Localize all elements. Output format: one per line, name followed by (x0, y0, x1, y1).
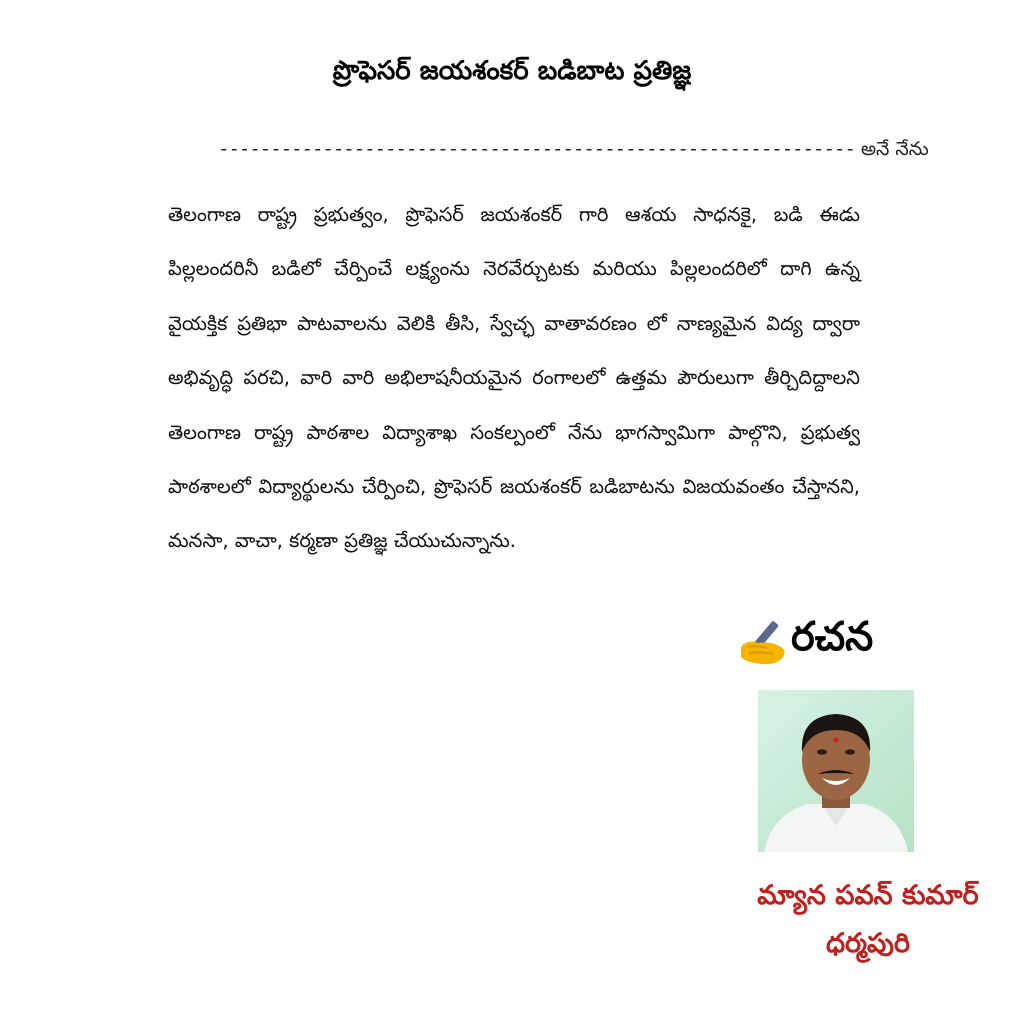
author-photo (758, 690, 914, 852)
pledge-title: ప్రొఫెసర్ జయశంకర్ బడిబాట ప్రతిజ్ఞ (332, 56, 692, 86)
name-line-suffix: అనే నేను (860, 138, 929, 160)
pledge-body: తెలంగాణ రాష్ట్ర ప్రభుత్వం, ప్రొఫెసర్ జయశంకర్ గారి ఆశయ సాధనకై, బడి ఈడు పిల్లలందరినీ బడిలో చేర్పించే లక్ష్యంను నెరవేర్చుటకు మరియు పిల్లలందరిలో దాగి ఉన్న వైయక్తిక ప్రతిభా పాటవాలను వెలికి తీసి, స్వేచ్ఛ వాతావరణం లో నాణ్యమైన విద్య ద్వారా అభివృద్ధి పరచి, వారి వారి అభిలాషనీయమైన రంగాలలో ఉత్తమ పౌరులుగా తీర్చిదిద్దాలని తెలంగాణ రాష్ట్ర పాఠశాల విద్యాశాఖ సంకల్పంలో నేను భాగస్వామిగా పాల్గొని, ప్రభుత్వ పాఠశాలలో విద్యార్థులను చేర్పించి, ప్రొఫెసర్ జయశంకర్ బడిబాటను విజయవంతం చేస్తానని, మనసా, వాచా, కర్మణా ప్రతిజ్ఞ చేయుచున్నాను. (168, 203, 860, 553)
name-blank-line (218, 138, 929, 165)
author-place: ధర్మపురి (825, 928, 911, 959)
name-blank: ------------------------------------------------------------- (218, 138, 855, 160)
author-name: మ్యాన పవన్ కుమార్ (757, 880, 979, 911)
author-heading-label: రచన (791, 614, 874, 660)
author-heading (737, 612, 873, 672)
writing-hand-icon (737, 617, 789, 667)
